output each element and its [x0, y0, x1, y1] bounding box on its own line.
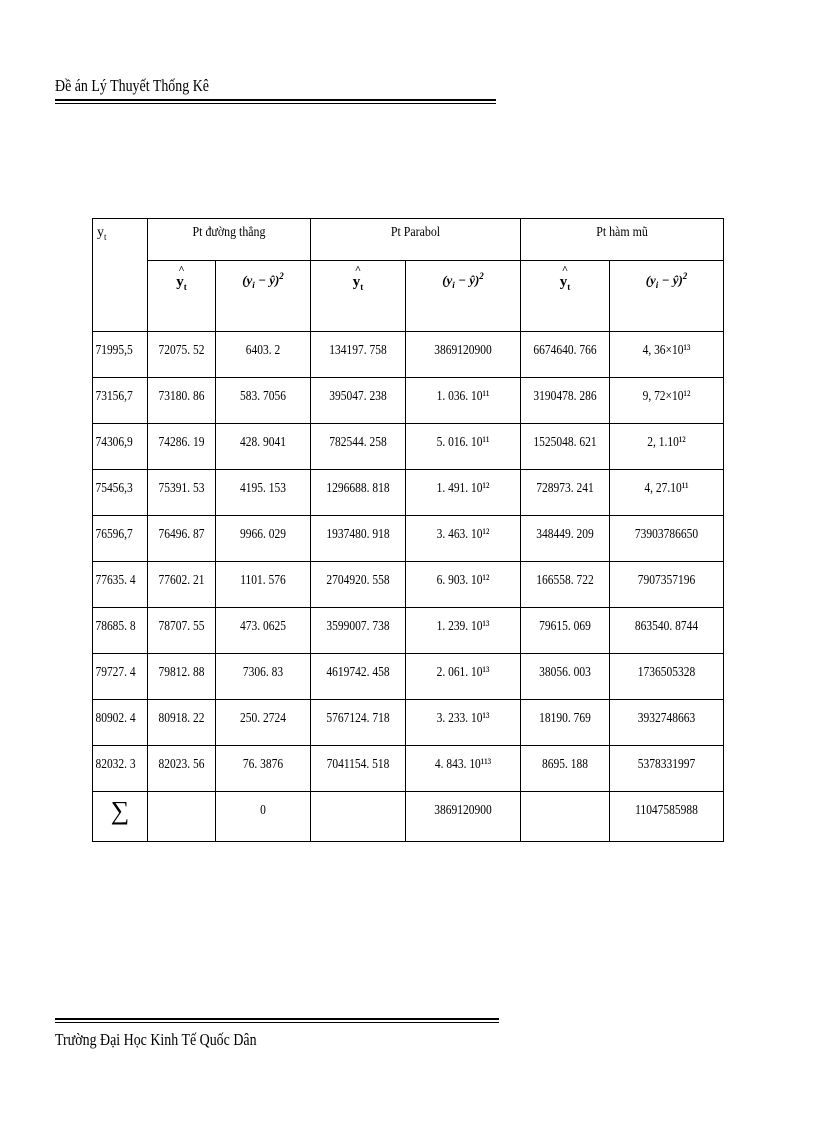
- cell-parabol-yhat: 134197. 758: [311, 332, 406, 378]
- cell-yt: 79727. 4: [93, 654, 148, 700]
- cell-parabol-yhat: 1296688. 818: [311, 470, 406, 516]
- table-row: [93, 332, 724, 378]
- sum-row: [93, 792, 724, 842]
- cell-linear-yhat: 75391. 53: [148, 470, 216, 516]
- cell-exp-sq: 4, 36×10¹³: [610, 332, 724, 378]
- cell-yt: 80902. 4: [93, 700, 148, 746]
- cell-exp-yhat: 38056. 003: [521, 654, 610, 700]
- cell-parabol-yhat: 395047. 238: [311, 378, 406, 424]
- cell-exp-yhat: 728973. 241: [521, 470, 610, 516]
- cell-linear-sq: 4195. 153: [216, 470, 311, 516]
- cell-yt: 77635. 4: [93, 562, 148, 608]
- cell-parabol-sq: 1. 239. 10¹³: [406, 608, 521, 654]
- cell-parabol-sq: 3869120900: [406, 332, 521, 378]
- cell-parabol-yhat: 7041154. 518: [311, 746, 406, 792]
- cell-yt: 71995,5: [93, 332, 148, 378]
- table-row: [93, 516, 724, 562]
- cell-exp-sq: 2, 1.10¹²: [610, 424, 724, 470]
- cell-exp-sq: 5378331997: [610, 746, 724, 792]
- cell-linear-yhat: 78707. 55: [148, 608, 216, 654]
- table-row: [93, 654, 724, 700]
- table-row: [93, 470, 724, 516]
- cell-linear-yhat: 74286. 19: [148, 424, 216, 470]
- cell-parabol-sq: 2. 061. 10¹³: [406, 654, 521, 700]
- cell-exp-yhat: 3190478. 286: [521, 378, 610, 424]
- cell-parabol-yhat: 5767124. 718: [311, 700, 406, 746]
- cell-linear-sq: 7306. 83: [216, 654, 311, 700]
- table-row: [93, 608, 724, 654]
- cell-exp-sq: 4, 27.10¹¹: [610, 470, 724, 516]
- yt-column-header: $y_t$: [93, 219, 148, 332]
- cell-exp-yhat: 6674640. 766: [521, 332, 610, 378]
- cell-linear-sq: 250. 2724: [216, 700, 311, 746]
- cell-exp-yhat: 79615. 069: [521, 608, 610, 654]
- header-double-rule: [55, 99, 496, 104]
- cell-exp-sq: 3932748663: [610, 700, 724, 746]
- footer-double-rule: [55, 1018, 499, 1023]
- cell-parabol-sq: 6. 903. 10¹²: [406, 562, 521, 608]
- group-header-exponential: Pt hàm mũ: [521, 219, 724, 261]
- cell-exp-yhat: 1525048. 621: [521, 424, 610, 470]
- document-footer-title: Trường Đại Học Kinh Tế Quốc Dân: [55, 1030, 257, 1049]
- cell-exp-sq: 1736505328: [610, 654, 724, 700]
- sum-exp-sq: 11047585988: [610, 792, 724, 842]
- cell-parabol-yhat: 782544. 258: [311, 424, 406, 470]
- yhat-header-exponential: ˄ $y_t$: [521, 261, 610, 332]
- cell-parabol-sq: 4. 843. 10¹¹³: [406, 746, 521, 792]
- document-header-title: Đề án Lý Thuyết Thống Kê: [55, 76, 209, 95]
- cell-exp-yhat: 8695. 188: [521, 746, 610, 792]
- cell-parabol-yhat: 3599007. 738: [311, 608, 406, 654]
- sum-cell-empty: [311, 792, 406, 842]
- cell-linear-sq: 473. 0625: [216, 608, 311, 654]
- sum-parabol-sq: 3869120900: [406, 792, 521, 842]
- cell-linear-sq: 428. 9041: [216, 424, 311, 470]
- group-header-parabol: Pt Parabol: [311, 219, 521, 261]
- table-row: [93, 424, 724, 470]
- cell-linear-yhat: 76496. 87: [148, 516, 216, 562]
- sq-header-parabol: ($y_i$ − ŷ)$^2$: [406, 261, 521, 332]
- cell-yt: 74306,9: [93, 424, 148, 470]
- table-group-header-row: [93, 219, 724, 261]
- cell-yt: 75456,3: [93, 470, 148, 516]
- cell-linear-yhat: 72075. 52: [148, 332, 216, 378]
- table-sub-header-row: [93, 261, 724, 332]
- cell-parabol-yhat: 4619742. 458: [311, 654, 406, 700]
- sum-linear-sq: 0: [216, 792, 311, 842]
- cell-linear-yhat: 77602. 21: [148, 562, 216, 608]
- regression-comparison-table: [92, 218, 724, 842]
- cell-exp-sq: 73903786650: [610, 516, 724, 562]
- table-row: [93, 562, 724, 608]
- cell-parabol-sq: 1. 036. 10¹¹: [406, 378, 521, 424]
- cell-exp-yhat: 166558. 722: [521, 562, 610, 608]
- table-row: [93, 700, 724, 746]
- cell-linear-sq: 9966. 029: [216, 516, 311, 562]
- cell-linear-yhat: 82023. 56: [148, 746, 216, 792]
- cell-linear-yhat: 80918. 22: [148, 700, 216, 746]
- cell-yt: 73156,7: [93, 378, 148, 424]
- group-header-linear: Pt đường thẳng: [148, 219, 311, 261]
- cell-linear-yhat: 73180. 86: [148, 378, 216, 424]
- cell-exp-yhat: 18190. 769: [521, 700, 610, 746]
- sq-header-linear: ($y_i$ − ŷ)$^2$: [216, 261, 311, 332]
- sum-cell-empty: [521, 792, 610, 842]
- cell-exp-sq: 9, 72×10¹²: [610, 378, 724, 424]
- yhat-header-parabol: ˄ $y_t$: [311, 261, 406, 332]
- cell-parabol-sq: 3. 463. 10¹²: [406, 516, 521, 562]
- yhat-header-linear: ˄ $y_t$: [148, 261, 216, 332]
- cell-linear-sq: 76. 3876: [216, 746, 311, 792]
- cell-parabol-sq: 1. 491. 10¹²: [406, 470, 521, 516]
- cell-yt: 76596,7: [93, 516, 148, 562]
- cell-exp-sq: 863540. 8744: [610, 608, 724, 654]
- cell-yt: 82032. 3: [93, 746, 148, 792]
- cell-linear-yhat: 79812. 88: [148, 654, 216, 700]
- cell-parabol-yhat: 2704920. 558: [311, 562, 406, 608]
- cell-exp-yhat: 348449. 209: [521, 516, 610, 562]
- table-row: [93, 378, 724, 424]
- cell-parabol-sq: 5. 016. 10¹¹: [406, 424, 521, 470]
- sq-header-exponential: ($y_i$ − ŷ)$^2$: [610, 261, 724, 332]
- cell-linear-sq: 583. 7056: [216, 378, 311, 424]
- cell-linear-sq: 6403. 2: [216, 332, 311, 378]
- table-row: [93, 746, 724, 792]
- cell-parabol-sq: 3. 233. 10¹³: [406, 700, 521, 746]
- cell-linear-sq: 1101. 576: [216, 562, 311, 608]
- cell-exp-sq: 7907357196: [610, 562, 724, 608]
- sum-label: ∑: [93, 792, 148, 842]
- cell-parabol-yhat: 1937480. 918: [311, 516, 406, 562]
- cell-yt: 78685. 8: [93, 608, 148, 654]
- sum-cell-empty: [148, 792, 216, 842]
